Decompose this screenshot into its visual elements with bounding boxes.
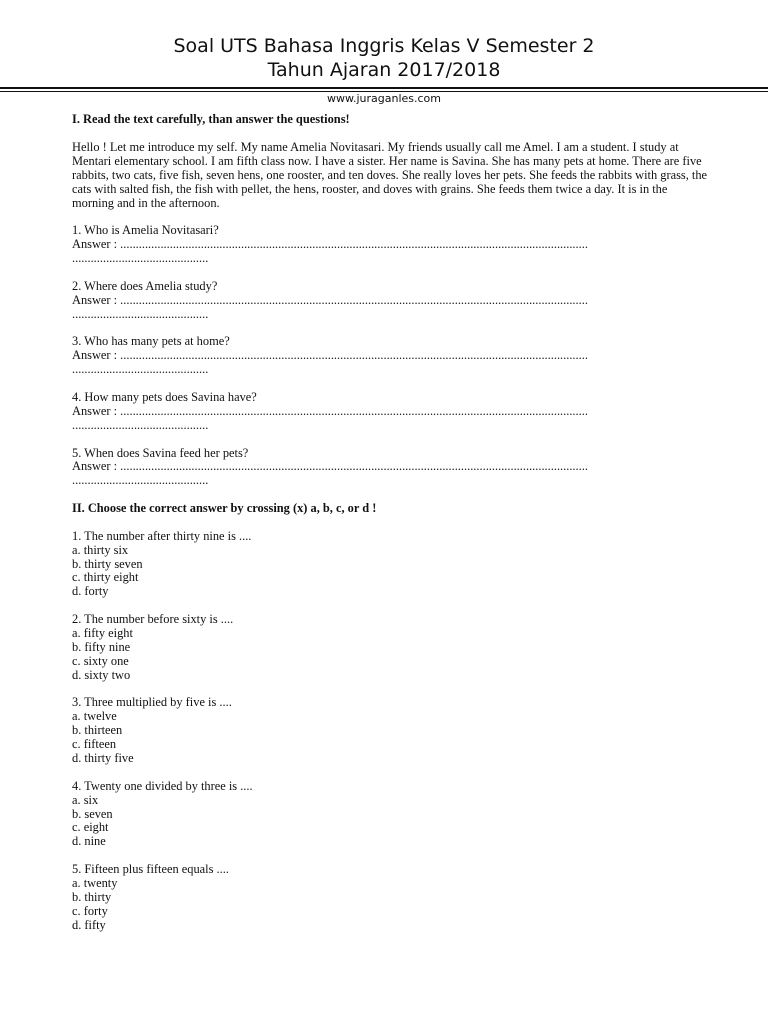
question-text: 2. The number before sixty is .... [72, 612, 234, 627]
option-d: d. fifty [72, 917, 106, 932]
header-rule-thick [0, 87, 768, 89]
answer-line-continued: ............................................ [72, 307, 209, 321]
option-b: b. fifty nine [72, 639, 131, 654]
option-c: c. fifteen [72, 737, 117, 752]
answer-line-continued: ............................................ [72, 474, 209, 488]
answer-line: Answer : ....................................................................................................................................................... [72, 293, 588, 307]
option-b: b. thirty seven [72, 556, 143, 571]
question-text: 1. The number after thirty nine is .... [72, 528, 252, 543]
answer-line-continued: ............................................ [72, 363, 209, 377]
answer-line: Answer : ....................................................................................................................................................... [72, 460, 588, 474]
option-a: a. fifty eight [72, 625, 133, 640]
document-year: Tahun Ajaran 2017/2018 [267, 59, 501, 81]
question-text: 4. How many pets does Savina have? [72, 390, 257, 404]
option-c: c. thirty eight [72, 570, 139, 585]
option-b: b. thirty [72, 889, 112, 904]
section1-heading: I. Read the text carefully, than answer the questions! [72, 112, 350, 126]
answer-line-continued: ............................................ [72, 252, 209, 266]
question-text: 3. Who has many pets at home? [72, 335, 230, 349]
essay-question-3 [72, 335, 712, 377]
essay-question-4 [72, 391, 712, 433]
mc-question-2 [72, 613, 712, 683]
option-c: c. forty [72, 903, 108, 918]
option-d: d. thirty five [72, 751, 134, 765]
question-text: 3. Three multiplied by five is .... [72, 695, 232, 710]
question-text: 5. Fifteen plus fifteen equals .... [72, 862, 229, 877]
mc-question-5 [72, 863, 712, 933]
mc-question-1 [72, 530, 712, 600]
essay-question-5 [72, 447, 712, 489]
question-text: 2. Where does Amelia study? [72, 279, 218, 293]
essay-question-1 [72, 224, 712, 266]
answer-line: Answer : ....................................................................................................................................................... [72, 404, 588, 418]
mc-question-4 [72, 780, 712, 850]
answer-line: Answer : ....................................................................................................................................................... [72, 238, 588, 252]
option-a: a. twenty [72, 875, 118, 890]
document-body [72, 113, 712, 933]
option-b: b. thirteen [72, 723, 123, 738]
answer-line: Answer : ....................................................................................................................................................... [72, 349, 588, 363]
option-c: c. sixty one [72, 653, 129, 668]
question-text: 4. Twenty one divided by three is .... [72, 778, 253, 793]
essay-question-2 [72, 280, 712, 322]
option-a: a. six [72, 792, 99, 807]
document-title: Soal UTS Bahasa Inggris Kelas V Semester 2 [173, 35, 595, 57]
option-d: d. sixty two [72, 667, 131, 682]
question-text: 5. When does Savina feed her pets? [72, 446, 249, 460]
option-b: b. seven [72, 806, 113, 821]
document-header [0, 34, 768, 82]
section2-heading: II. Choose the correct answer by crossing (x) a, b, c, or d ! [72, 501, 377, 516]
option-d: d. nine [72, 834, 106, 849]
reading-passage: Hello ! Let me introduce my self. My name Amelia Novitasari. My friends usually call me Amel. I am a student. I study at Mentari elementary school. I am fifth class now. I have a sister. Her name is Savina. She has many pets at home. There are five rabbits, two cats, five fish, seven hens, one rooster, and ten doves. She really loves her pets. She feeds the rabbits with grass, the cats with salted fish, the fish with pellet, the hens, rooster, and doves with grains. She feeds them twice a day. It is in the morning and in the afternoon. [72, 139, 708, 210]
option-d: d. forty [72, 584, 109, 599]
question-text: 1. Who is Amelia Novitasari? [72, 224, 219, 238]
website-url: www.juraganles.com [326, 92, 441, 105]
option-a: a. twelve [72, 709, 117, 724]
mc-question-3 [72, 696, 712, 766]
answer-line-continued: ............................................ [72, 418, 209, 432]
option-c: c. eight [72, 820, 109, 835]
option-a: a. thirty six [72, 542, 129, 557]
